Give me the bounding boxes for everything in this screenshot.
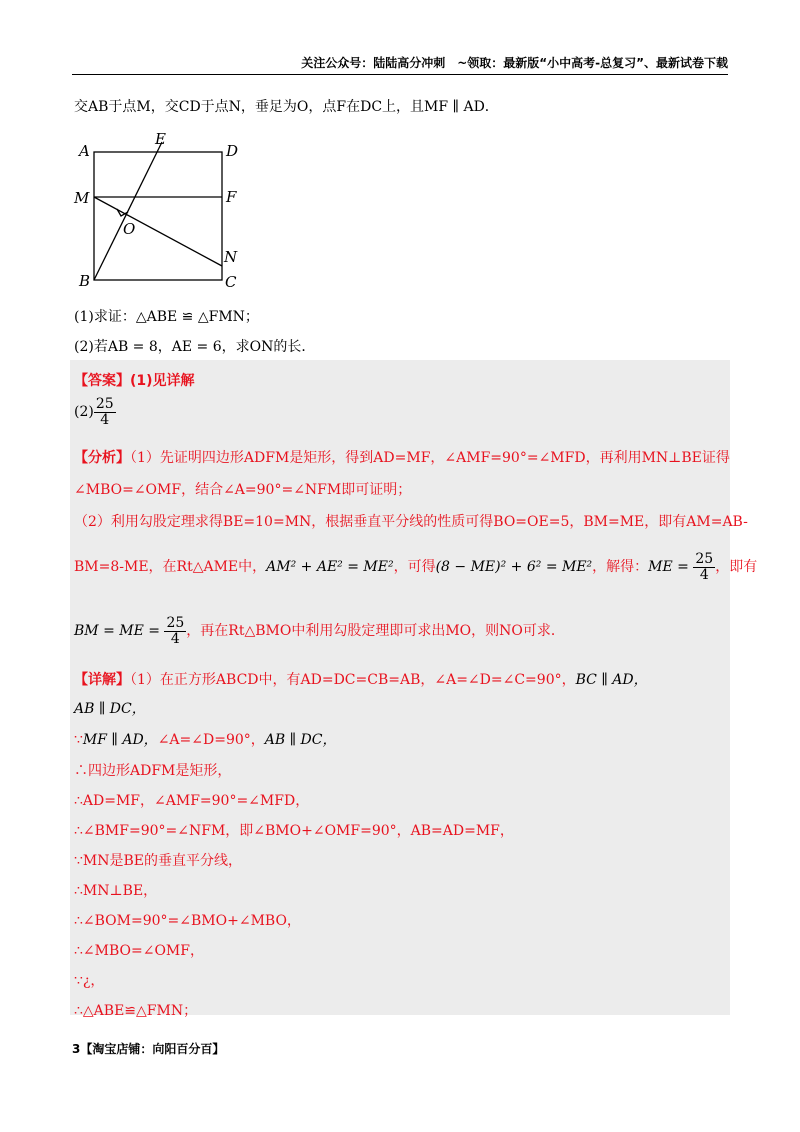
label-c: C: [225, 273, 237, 291]
answer-part-2-prefix: (2): [74, 404, 94, 421]
header-divider: [72, 74, 728, 75]
page-footer: 3【淘宝店铺：向阳百分百】: [72, 1042, 225, 1056]
answer-line-2: [74, 397, 116, 427]
analysis-fraction-2-num: 25: [166, 615, 185, 631]
label-d: D: [226, 142, 239, 160]
analysis-text-1: （1）先证明四边形ADFM是矩形，得到AD=MF，∠AMF=90°=∠MFD，再利用MN⊥BE证得: [130, 450, 730, 466]
detail-text-1: （1）在正方形ABCD中，有AD=DC=CB=AB，∠A=∠D=∠C=90°，: [130, 672, 576, 688]
analysis-fraction-1-num: 25: [695, 551, 714, 567]
analysis-text-5: ，再在Rt△BMO中利用勾股定理即可求出MO，则NO可求．: [186, 623, 565, 640]
analysis-fraction-1: [693, 552, 715, 582]
label-f: F: [226, 188, 237, 206]
label-e: E: [155, 130, 166, 148]
label-a: A: [79, 142, 90, 160]
question-1: (1)求证：△ABE ≌ △FMN；: [74, 309, 259, 325]
analysis-text-4d: ，即有: [715, 559, 758, 576]
label-o: O: [123, 220, 136, 238]
analysis-line-3: （2）利用勾股定理求得BE=10=MN，根据垂直平分线的性质可得BO=OE=5，BM=ME，即有AM=AB-: [74, 514, 748, 530]
analysis-fraction-2-den: 4: [170, 630, 180, 647]
analysis-label: 【分析】: [74, 450, 130, 466]
label-b: B: [79, 272, 91, 290]
problem-intro: 交AB于点M，交CD于点N，垂足为O，点F在DC上，且MF ∥ AD．: [74, 99, 499, 115]
answer-fraction: [94, 397, 116, 427]
equation-2: (8 − ME)² + 6² = ME²: [435, 559, 593, 576]
label-m: M: [74, 189, 90, 207]
analysis-line-2: ∠MBO=∠OMF，结合∠A=90°=∠NFM即可证明；: [74, 482, 412, 498]
detail-line-4: ∴四边形ADFM是矩形，: [74, 763, 232, 779]
answer-line-1: [74, 370, 195, 390]
detail-line-7: ∵MN是BE的垂直平分线，: [74, 853, 242, 869]
segment-be: [94, 142, 162, 280]
geometry-figure: [72, 130, 252, 295]
answer-numerator: 25: [95, 396, 114, 412]
detail-line-8: ∴MN⊥BE，: [74, 883, 158, 899]
detail-text-3d: AB ∥ DC，: [264, 732, 337, 748]
answer-label: 【答案】: [74, 373, 130, 389]
analysis-line-1: [74, 447, 730, 467]
analysis-text-4b: ，可得: [393, 559, 436, 576]
detail-line-6: ∴∠BMF=90°=∠NFM，即∠BMO+∠OMF=90°，AB=AD=MF，: [74, 823, 514, 839]
equation-3: ME =: [648, 559, 689, 576]
analysis-fraction-1-den: 4: [699, 566, 709, 583]
analysis-line-4: [74, 552, 757, 582]
label-n: N: [224, 248, 238, 266]
page-header: 关注公众号：陆陆高分冲刺 ~领取：最新版“小中高考-总复习”、最新试卷下载: [301, 56, 728, 70]
detail-text-3b: MF ∥ AD，: [82, 732, 158, 748]
detail-line-11: ∵¿，: [74, 973, 105, 989]
question-2: (2)若AB = 8，AE = 6，求ON的长．: [74, 339, 316, 355]
detail-line-1: [74, 669, 648, 689]
detail-line-12: ∴△ABE≌△FMN；: [74, 1003, 198, 1019]
answer-part-1: (1)见详解: [130, 373, 195, 389]
detail-line-2: AB ∥ DC，: [74, 701, 146, 717]
detail-line-9: ∴∠BOM=90°=∠BMO+∠MBO，: [74, 913, 301, 929]
equation-4: BM = ME =: [74, 623, 160, 640]
segment-mn: [94, 197, 222, 266]
square-abcd: [94, 152, 222, 280]
detail-line-3: [74, 729, 336, 749]
detail-text-3c: ∠A=∠D=90°，: [157, 732, 265, 748]
analysis-text-4c: ，解得：: [592, 559, 649, 576]
analysis-line-5: [74, 616, 565, 646]
detail-text-1b: BC ∥ AD，: [575, 672, 648, 688]
analysis-text-4a: BM=8-ME，在Rt△AME中，: [74, 559, 267, 576]
detail-text-3a: ∵: [74, 732, 83, 748]
detail-label: 【详解】: [74, 672, 130, 688]
detail-line-10: ∴∠MBO=∠OMF，: [74, 943, 204, 959]
equation-1: AM² + AE² = ME²: [266, 559, 394, 576]
answer-denominator: 4: [100, 411, 110, 428]
detail-line-5: ∴AD=MF，∠AMF=90°=∠MFD，: [74, 793, 310, 809]
analysis-fraction-2: [164, 616, 186, 646]
